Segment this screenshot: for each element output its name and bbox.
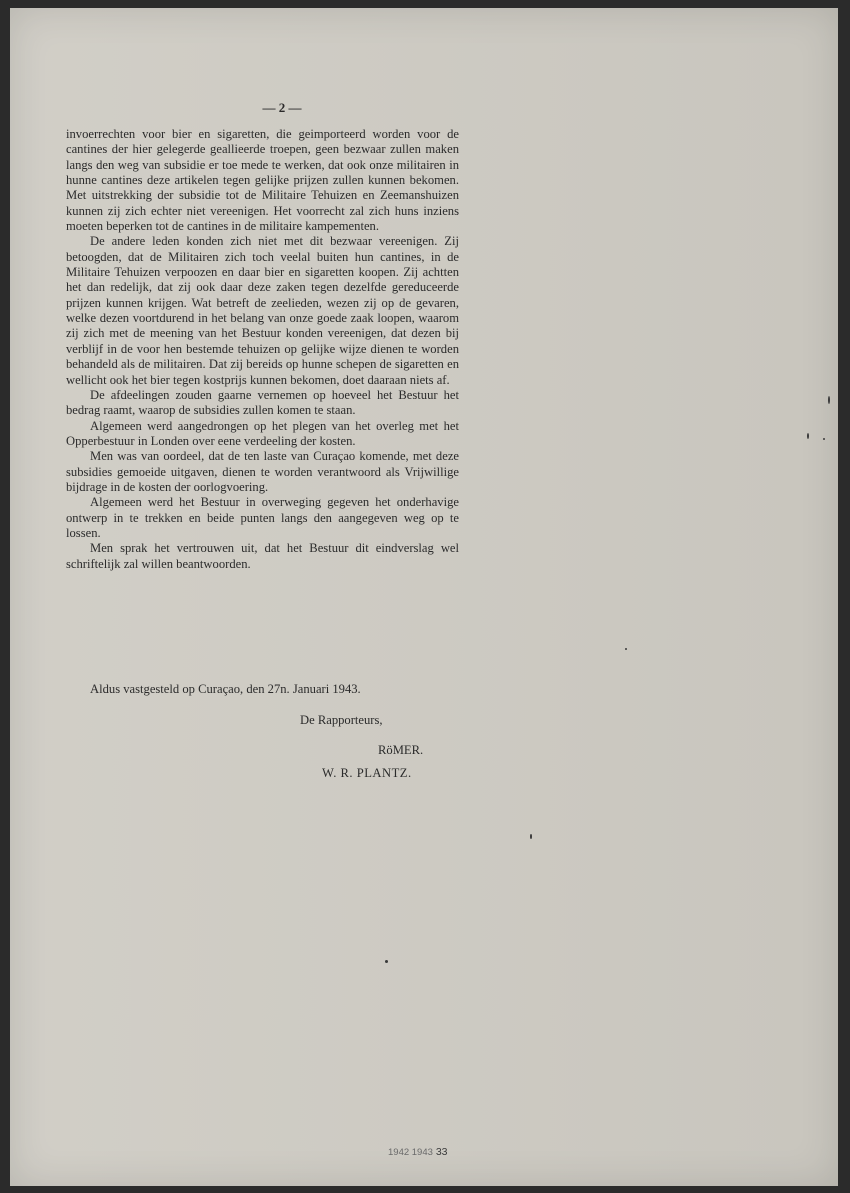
body-text <box>66 127 459 572</box>
rapporteurs-label: De Rapporteurs, <box>300 713 383 727</box>
paragraph-7: Men sprak het vertrouwen uit, dat het Bestuur dit eindverslag wel schriftelijk zal willen beantwoorden. <box>66 541 459 571</box>
signatory-romer: RöMER. <box>378 743 424 757</box>
paragraph-6: Algemeen werd het Bestuur in overweging gegeven het onderhavige ontwerp in te trekken en beide punten langs den aangegeven weg op te lossen. <box>66 495 459 540</box>
paper-speck <box>807 433 809 439</box>
paper-speck <box>385 960 388 963</box>
paper-speck <box>823 438 825 440</box>
paper-speck <box>625 648 627 650</box>
show-through-ghost <box>540 108 546 134</box>
page-number: — 2 — <box>262 100 302 115</box>
paper-speck <box>828 396 830 404</box>
paragraph-5: Men was van oordeel, dat de ten laste van Curaçao komende, met deze subsidies gemoeide uitgaven, dienen te worden verantwoord als Vrijwillige bijdrage in de kosten der oorlogvoering. <box>66 449 459 494</box>
date-line: Aldus vastgesteld op Curaçao, den 27n. Januari 1943. <box>90 682 361 696</box>
paper-speck <box>530 834 532 839</box>
paragraph-2: De andere leden konden zich niet met dit bezwaar vereenigen. Zij betoogden, dat de Militairen zich toch veelal buiten hun cantines, in de Militaire Tehuizen verpoozen en daar bier en sigaretten koopen. Zij achtten het dan redelijk, dat zij ook daar deze zaken tegen dezelfde gereduceerde prijzen kunnen krijgen. Wat betreft de zeelieden, wezen zij op de gevaren, welke dezen voortdurend in het belang van onze goede zaak loopen, waarom zij zich met de meening van het Bestuur konden vereenigen, dat dezen bij verblijf in de voor hen bestemde tehuizen op gelijke wijze dienen te worden behandeld als de militairen. Dat zij bereids op hunne schepen de sigaretten en wellicht ook het bier tegen kostprijs kunnen bekomen, doet daaraan niets af. <box>66 234 459 387</box>
paragraph-3: De afdeelingen zouden gaarne vernemen op hoeveel het Bestuur het bedrag raamt, waarop de subsidies zullen komen te staan. <box>66 387 459 418</box>
signatory-plantz: W. R. PLANTZ. <box>322 766 412 780</box>
paragraph-4: Algemeen werd aangedrongen op het plegen van het overleg met het Opperbestuur in Londen over eene verdeeling der kosten. <box>66 418 459 448</box>
archive-stamp <box>388 1146 448 1158</box>
archive-stamp-number: 33 <box>435 1146 448 1158</box>
archive-stamp-years: 1942 1943 <box>388 1147 433 1158</box>
closing-block <box>66 682 459 780</box>
paragraph-1: invoerrechten voor bier en sigaretten, die geimporteerd worden voor de cantines der hier gelegerde geallieerde troepen, geen bezwaar zullen maken langs den weg van subsidie er toe mede te werken, dat ook onze militairen in hunne cantines deze artikelen tegen gelijke prijzen zullen kunnen bekomen. Met uitstrekking der subsidie tot de Militaire Tehuizen en Zeemanshuizen kunnen zij zich echter niet vereenigen. Het voorrecht zal zich huns inziens moeten beperken tot de cantines in de militaire kampementen. <box>66 127 459 234</box>
document-page <box>10 8 838 1186</box>
